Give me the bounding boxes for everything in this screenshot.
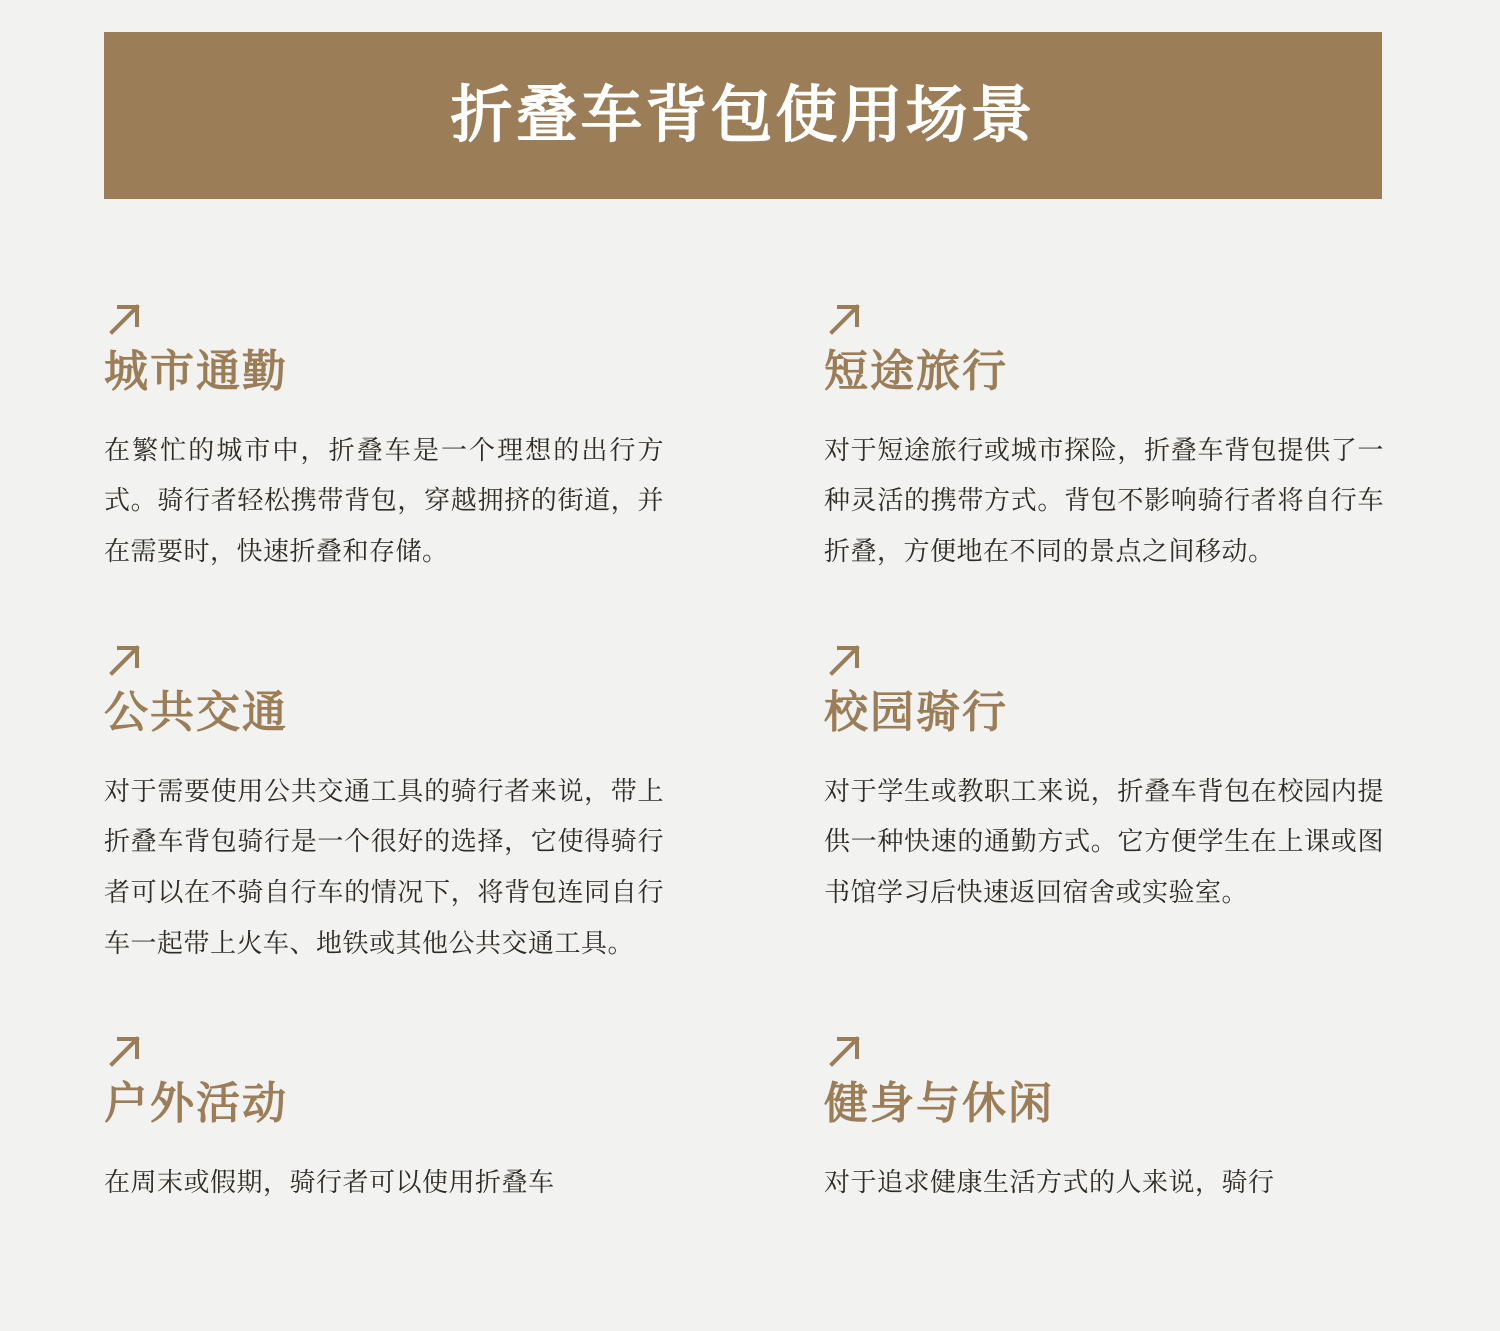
scenario-body: 对于需要使用公共交通工具的骑行者来说，带上折叠车背包骑行是一个很好的选择，它使得骑行者可以在不骑自行车的情况下，将背包连同自行车一起带上火车、地铁或其他公共交通工具。	[104, 775, 664, 958]
header-banner	[104, 32, 1382, 199]
scenario-card	[104, 280, 664, 621]
scenario-body: 对于短途旅行或城市探险，折叠车背包提供了一种灵活的携带方式。背包不影响骑行者将自行车折叠，方便地在不同的景点之间移动。	[824, 434, 1384, 567]
scenario-title: 校园骑行	[824, 687, 1008, 737]
arrow-up-right-icon	[824, 298, 868, 342]
page-title: 折叠车背包使用场景	[450, 80, 1036, 150]
scenario-card	[824, 621, 1384, 1013]
scenario-title: 公共交通	[104, 687, 288, 737]
scenario-card-grid	[104, 280, 1384, 1252]
scenario-title: 户外活动	[104, 1079, 288, 1129]
scenario-card	[824, 280, 1384, 621]
scenario-card	[104, 621, 664, 1013]
scenario-title: 健身与休闲	[824, 1079, 1054, 1129]
scenario-card	[104, 1012, 664, 1251]
arrow-up-right-icon	[104, 1030, 148, 1074]
scenario-body: 对于追求健康生活方式的人来说，骑行	[824, 1167, 1275, 1198]
scenario-body: 在繁忙的城市中，折叠车是一个理想的出行方式。骑行者轻松携带背包，穿越拥挤的街道，并在需要时，快速折叠和存储。	[104, 434, 664, 567]
scenario-card	[824, 1012, 1384, 1251]
scenario-title: 城市通勤	[104, 347, 288, 396]
scenario-body: 对于学生或教职工来说，折叠车背包在校园内提供一种快速的通勤方式。它方便学生在上课或图书馆学习后快速返回宿舍或实验室。	[824, 775, 1384, 908]
arrow-up-right-icon	[824, 639, 868, 683]
scenario-body: 在周末或假期，骑行者可以使用折叠车	[104, 1167, 555, 1198]
scenario-title: 短途旅行	[824, 347, 1008, 396]
arrow-up-right-icon	[104, 298, 148, 342]
arrow-up-right-icon	[104, 639, 148, 683]
arrow-up-right-icon	[824, 1030, 868, 1074]
